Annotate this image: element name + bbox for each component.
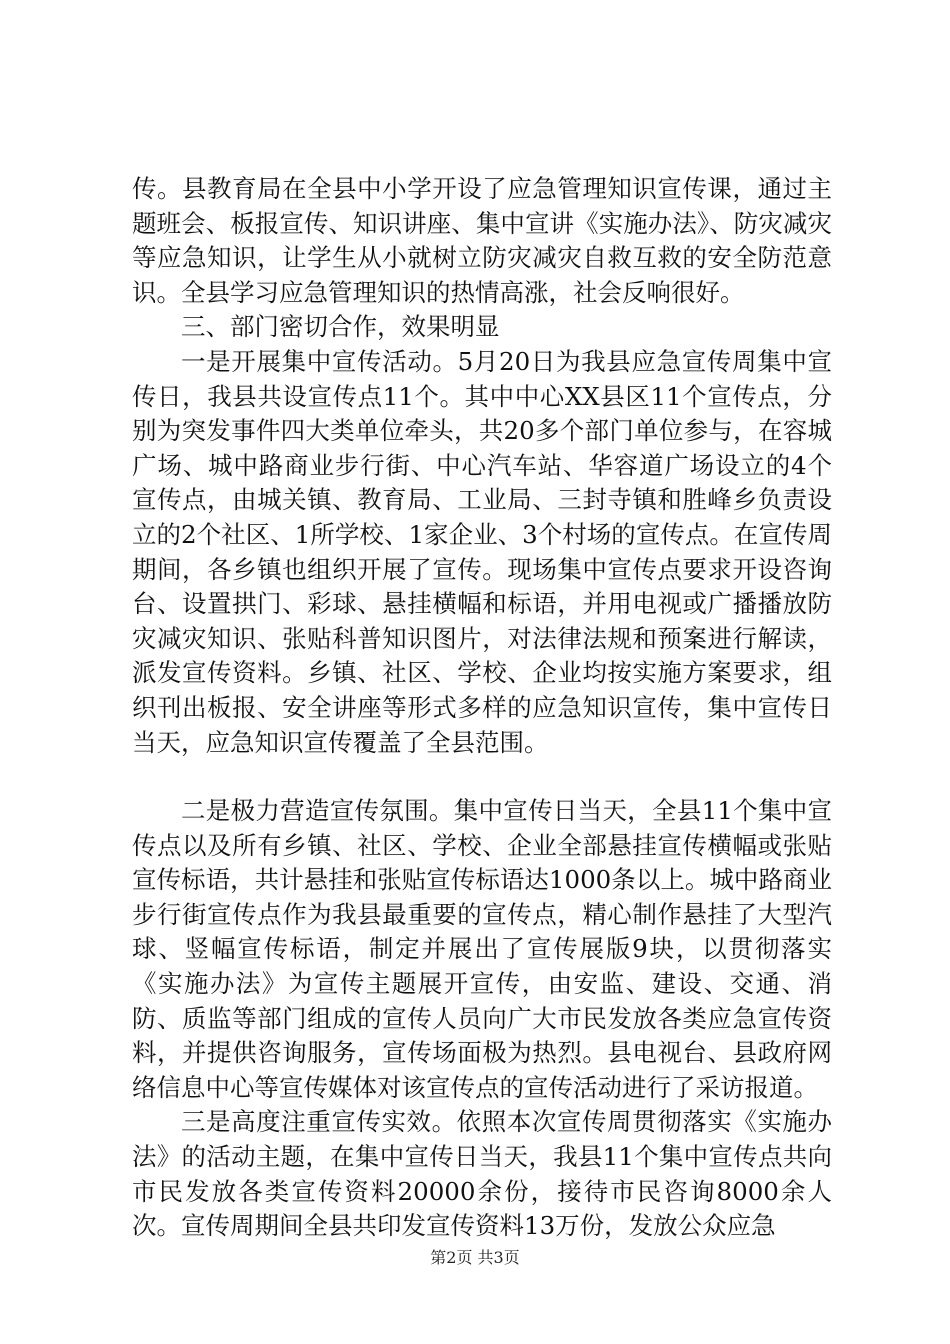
document-body xyxy=(132,172,832,1244)
paragraph-campaign-activity: 一是开展集中宣传活动。5月20日为我县应急宣传周集中宣传日，我县共设宣传点11个。其中中心XX县区11个宣传点，分别为突发事件四大类单位牵头，共20多个部门单位参与，在容城广场、城中路商业步行街、中心汽车站、华容道广场设立的4个宣传点，由城关镇、教育局、工业局、三封寺镇和胜峰乡负责设立的2个社区、1所学校、1家企业、3个村场的宣传点。在宣传周期间，各乡镇也组织开展了宣传。现场集中宣传点要求开设咨询台、设置拱门、彩球、悬挂横幅和标语，并用电视或广播播放防灾减灾知识、张贴科普知识图片，对法律法规和预案进行解读，派发宣传资料。乡镇、社区、学校、企业均按实施方案要求，组织刊出板报、安全讲座等形式多样的应急知识宣传，集中宣传日当天，应急知识宣传覆盖了全县范围。 xyxy=(132,346,832,757)
paragraph-campaign-atmosphere: 二是极力营造宣传氛围。集中宣传日当天，全县11个集中宣传点以及所有乡镇、社区、学校、企业全部悬挂宣传横幅或张贴宣传标语，共计悬挂和张贴宣传标语达1000条以上。城中路商业步行街宣传点作为我县最重要的宣传点，精心制作悬挂了大型汽球、竖幅宣传标语，制定并展出了宣传展版9块，以贯彻落实《实施办法》为宣传主题展开宣传，由安监、建设、交通、消防、质监等部门组成的宣传人员向广大市民发放各类应急宣传资料，并提供咨询服务，宣传场面极为热烈。县电视台、县政府网络信息中心等宣传媒体对该宣传点的宣传活动进行了采访报道。 xyxy=(132,796,832,1102)
section-heading: 三、部门密切合作，效果明显 xyxy=(181,312,500,342)
paragraph-campaign-effect: 三是高度注重宣传实效。依照本次宣传周贯彻落实《实施办法》的活动主题，在集中宣传日当天，我县11个集中宣传点共向市民发放各类宣传资料20000余份，接待市民咨询8000余人次。宣传周期间全县共印发宣传资料13万份，发放公众应急 xyxy=(132,1107,832,1241)
page-footer: 第2页 共3页 xyxy=(430,1248,520,1267)
paragraph-continuation: 传。县教育局在全县中小学开设了应急管理知识宣传课，通过主题班会、板报宣传、知识讲座、集中宣讲《实施办法》、防灾减灾等应急知识，让学生从小就树立防灾减灾自救互救的安全防范意识。全县学习应急管理知识的热情高涨，社会反响很好。 xyxy=(132,174,832,307)
